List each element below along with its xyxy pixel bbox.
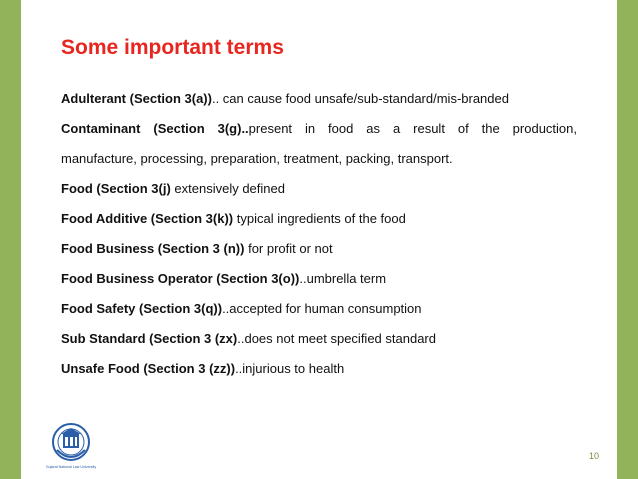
- term-description: ..umbrella term: [299, 271, 387, 286]
- term-line: [61, 264, 577, 294]
- term-label: Food Additive (Section 3(k)): [61, 211, 234, 226]
- term-label: Unsafe Food (Section 3 (zz)): [61, 361, 236, 376]
- term-line: [61, 174, 577, 204]
- logo-caption: Gujarat National Law University: [45, 465, 97, 469]
- term-description: ..accepted for human consumption: [222, 301, 422, 316]
- term-line: [61, 234, 577, 264]
- term-description: .. can cause food unsafe/sub-standard/mis-branded: [211, 91, 509, 106]
- term-description: extensively defined: [170, 181, 285, 196]
- term-label: Food Business Operator (Section 3(o)): [61, 271, 300, 286]
- university-logo-icon: [43, 420, 99, 472]
- term-label: Adulterant (Section 3(a)): [61, 91, 212, 106]
- term-label: Sub Standard (Section 3 (zx): [61, 331, 238, 346]
- term-line: [61, 84, 577, 114]
- term-label: Food Business (Section 3 (n)): [61, 241, 245, 256]
- term-line: [61, 114, 577, 144]
- terms-list: [61, 84, 577, 384]
- slide-title: Some important terms: [61, 36, 284, 59]
- term-label: Contaminant (Section 3(g)..: [61, 121, 249, 136]
- term-description: ..injurious to health: [235, 361, 345, 376]
- term-line: [61, 204, 577, 234]
- term-description: present in food as a result of the production,: [248, 121, 577, 136]
- term-description: manufacture, processing, preparation, treatment, packing, transport.: [61, 151, 453, 166]
- page-number: 10: [589, 451, 600, 461]
- term-description: ..does not meet specified standard: [237, 331, 436, 346]
- term-description: typical ingredients of the food: [233, 211, 406, 226]
- term-line: [61, 294, 577, 324]
- term-line: [61, 354, 577, 384]
- term-label: Food (Section 3(j): [61, 181, 171, 196]
- term-line: [61, 324, 577, 354]
- term-line: [61, 144, 577, 174]
- term-label: Food Safety (Section 3(q)): [61, 301, 223, 316]
- slide: [21, 0, 617, 479]
- term-description: for profit or not: [244, 241, 333, 256]
